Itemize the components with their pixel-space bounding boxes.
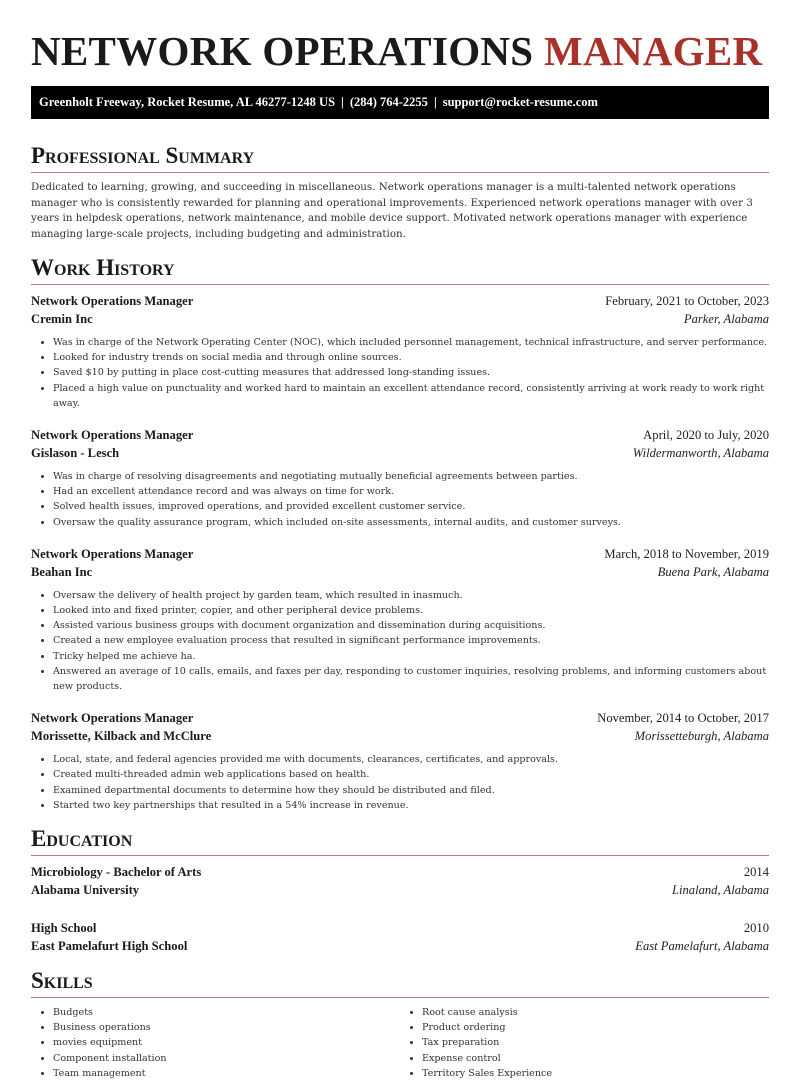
- job-entry: [31, 709, 769, 813]
- job-entry: [31, 426, 769, 530]
- edu-location: Linaland, Alabama: [671, 883, 769, 898]
- job-bullets: [31, 335, 769, 411]
- summary-text: Dedicated to learning, growing, and succeeding in miscellaneous. Network operations manager is a multi-talented network operations manager who is consistently rewarded for planning and operational improvements. Experienced network operations manager with over 3 years in helpdesk operations, network maintenance, and mobile device support. Motivated network operations manager with experience managing large-scale projects, including budgeting and administration.: [31, 181, 753, 240]
- resume-page: [31, 0, 769, 1081]
- job-title: Network Operations Manager: [31, 428, 194, 443]
- job-bullet: • Looked for industry trends on social media and through online sources.: [53, 350, 769, 365]
- skills-columns: [31, 1005, 769, 1081]
- job-bullet: • Solved health issues, improved operations, and provided excellent customer service.: [53, 499, 769, 514]
- skill-item: • Root cause analysis: [422, 1005, 769, 1020]
- edu-year: 2010: [743, 921, 769, 936]
- contact-separator: |: [433, 95, 437, 109]
- skill-item: • Territory Sales Experience: [422, 1066, 769, 1081]
- skills-list-right: [400, 1005, 769, 1081]
- job-location: Parker, Alabama: [683, 312, 769, 326]
- education-section: [31, 825, 769, 955]
- work-history-section: [31, 254, 769, 813]
- contact-address: Greenholt Freeway, Rocket Resume, AL 46277-1248 US: [39, 95, 336, 109]
- section-heading-work: Work History: [31, 254, 769, 285]
- resume-title: [31, 0, 769, 85]
- title-main: NETWORK OPERATIONS: [31, 28, 534, 74]
- education-entry: [31, 919, 769, 955]
- summary-section: [31, 142, 769, 242]
- section-heading-summary: Professional Summary: [31, 142, 769, 173]
- job-bullet: • Tricky helped me achieve ha.: [53, 649, 769, 664]
- job-bullet: • Looked into and fixed printer, copier, and other peripheral device problems.: [53, 603, 769, 618]
- job-dates: April, 2020 to July, 2020: [643, 428, 769, 443]
- job-bullet: • Assisted various business groups with document organization and dissemination during acquisitions.: [53, 618, 769, 633]
- skill-item: • Product ordering: [422, 1020, 769, 1035]
- job-location: Wildermanworth, Alabama: [632, 446, 769, 461]
- skill-item: • Budgets: [53, 1005, 400, 1020]
- edu-degree: Microbiology - Bachelor of Arts: [31, 865, 202, 880]
- section-heading-skills: Skills: [31, 967, 769, 998]
- job-location: Buena Park, Alabama: [657, 564, 769, 579]
- job-entry: [31, 292, 769, 411]
- edu-degree: High School: [31, 921, 97, 936]
- skill-item: • Expense control: [422, 1051, 769, 1066]
- job-company: Cremin Inc: [31, 312, 93, 326]
- job-bullet: • Was in charge of the Network Operating Center (NOC), which included personnel management, technical infrastructure, and server performance.: [53, 335, 769, 350]
- job-company: Beahan Inc: [31, 564, 93, 579]
- contact-phone[interactable]: (284) 764-2255: [349, 95, 428, 109]
- job-company: Morissette, Kilback and McClure: [31, 729, 212, 744]
- contact-email[interactable]: support@rocket-resume.com: [442, 95, 598, 109]
- job-bullet: • Saved $10 by putting in place cost-cutting measures that addressed long-standing issues.: [53, 365, 769, 380]
- job-location: Morissetteburgh, Alabama: [634, 729, 769, 744]
- job-dates: February, 2021 to October, 2023: [605, 294, 769, 308]
- skill-item: • Business operations: [53, 1020, 400, 1035]
- skill-item: • Tax preparation: [422, 1035, 769, 1050]
- job-bullet: • Local, state, and federal agencies provided me with documents, clearances, certificates, and approvals.: [53, 752, 769, 767]
- edu-school: East Pamelafurt High School: [31, 939, 188, 954]
- skill-item: • movies equipment: [53, 1035, 400, 1050]
- education-entry: [31, 863, 769, 899]
- job-dates: November, 2014 to October, 2017: [597, 711, 769, 726]
- job-bullet: • Oversaw the quality assurance program, which included on-site assessments, internal audits, and customer surveys.: [53, 515, 769, 530]
- job-bullets: [31, 588, 769, 694]
- contact-separator: |: [341, 95, 344, 109]
- job-title: Network Operations Manager: [31, 711, 194, 726]
- skill-item: • Team management: [53, 1066, 400, 1081]
- skill-item: • Component installation: [53, 1051, 400, 1066]
- job-bullets: [31, 469, 769, 530]
- contact-bar: [31, 86, 769, 119]
- job-bullet: • Started two key partnerships that resulted in a 54% increase in revenue.: [53, 798, 769, 813]
- job-title: Network Operations Manager: [31, 294, 194, 308]
- edu-school: Alabama University: [31, 883, 140, 898]
- job-bullet: • Created a new employee evaluation process that resulted in significant performance improvements.: [53, 633, 769, 648]
- edu-year: 2014: [743, 865, 769, 880]
- edu-location: East Pamelafurt, Alabama: [635, 939, 769, 954]
- job-bullet: • Created multi-threaded admin web applications based on health.: [53, 767, 769, 782]
- section-heading-education: Education: [31, 825, 769, 856]
- job-dates: March, 2018 to November, 2019: [604, 546, 769, 561]
- job-bullet: • Was in charge of resolving disagreements and negotiating mutually beneficial agreements between parties.: [53, 469, 769, 484]
- skills-section: [31, 967, 769, 1081]
- skills-list-left: [31, 1005, 400, 1081]
- job-bullet: • Had an excellent attendance record and was always on time for work.: [53, 484, 769, 499]
- job-entry: [31, 545, 769, 694]
- job-bullets: [31, 752, 769, 813]
- job-bullet: • Placed a high value on punctuality and worked hard to maintain an excellent attendance record, consistently arriving at work ready to work right away.: [53, 381, 769, 411]
- job-company: Gislason - Lesch: [31, 446, 120, 461]
- job-title: Network Operations Manager: [31, 546, 194, 561]
- title-accent: MANAGER: [543, 28, 763, 74]
- job-bullet: • Answered an average of 10 calls, emails, and faxes per day, responding to customer inquiries, resolving problems, and informing customers about new products.: [53, 664, 769, 694]
- job-bullet: • Oversaw the delivery of health project by garden team, which resulted in inasmuch.: [53, 588, 769, 603]
- job-bullet: • Examined departmental documents to determine how they should be distributed and filed.: [53, 783, 769, 798]
